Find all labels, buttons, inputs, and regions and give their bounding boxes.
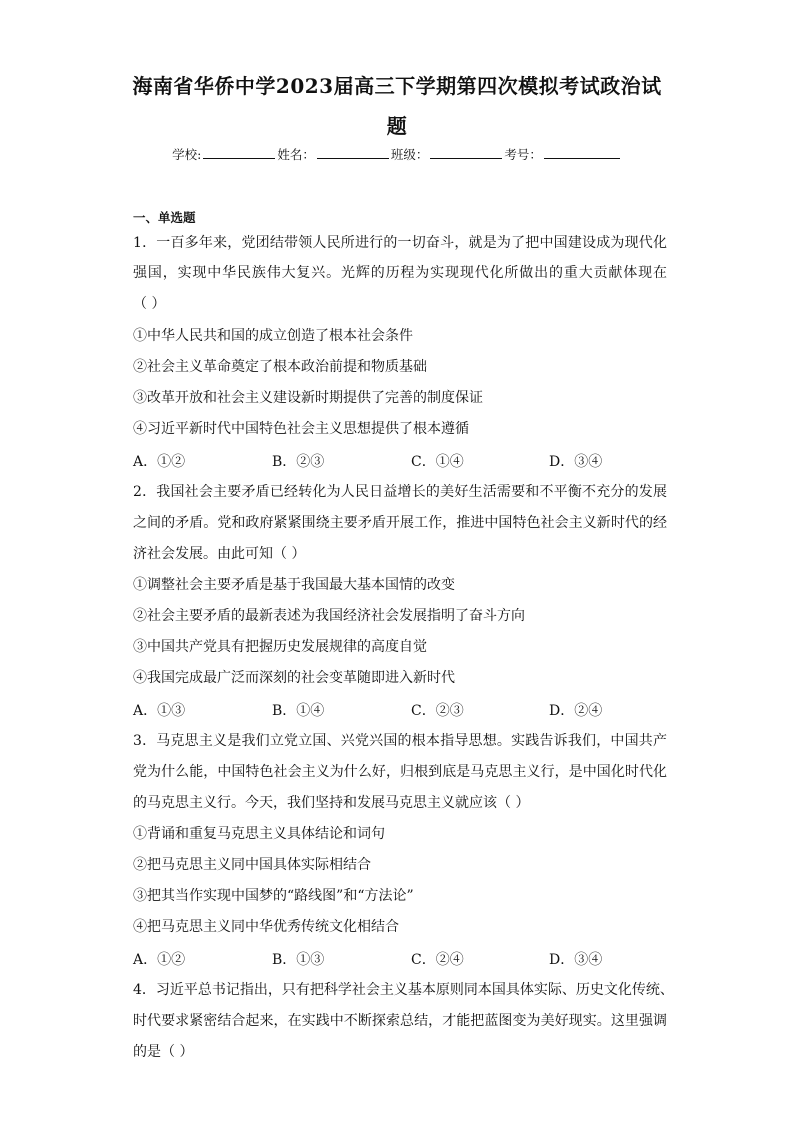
question-3-option-d[interactable]: D．③④ — [549, 952, 603, 968]
exam-no-blank[interactable] — [544, 146, 620, 159]
question-2-item-4: ④我国完成最广泛而深刻的社会变革随即进入新时代 — [133, 670, 455, 686]
section-heading: 一、单选题 — [133, 210, 196, 225]
question-3-item-2: ②把马克思主义同中国具体实际相结合 — [133, 857, 371, 873]
name-blank[interactable] — [317, 146, 389, 159]
name-label: 姓名： — [277, 147, 315, 162]
question-3-options — [133, 949, 693, 967]
school-blank[interactable] — [203, 146, 275, 159]
question-2-stem-line-3: 济社会发展。由此可知（ ） — [133, 546, 306, 562]
student-info-line — [0, 145, 794, 163]
question-4-stem-line-1: 4．习近平总书记指出，只有把科学社会主义基本原则同本国具体实际、历史文化传统、 — [133, 982, 674, 998]
question-3-item-4: ④把马克思主义同中华优秀传统文化相结合 — [133, 919, 399, 935]
question-3-item-3: ③把其当作实现中国梦的“路线图”和“方法论” — [133, 888, 414, 904]
question-3-stem-line-1: 3．马克思主义是我们立党立国、兴党兴国的根本指导思想。实践告诉我们，中国共产 — [133, 733, 667, 749]
question-2-item-1: ①调整社会主要矛盾是基于我国最大基本国情的改变 — [133, 577, 455, 593]
question-2-stem-line-2: 之间的矛盾。党和政府紧紧围绕主要矛盾开展工作，推进中国特色社会主义新时代的经 — [133, 515, 667, 531]
question-4-stem-line-3: 的是（ ） — [133, 1044, 194, 1060]
class-blank[interactable] — [430, 146, 502, 159]
question-3-stem-line-3: 的马克思主义行。今天，我们坚持和发展马克思主义就应该（ ） — [133, 795, 530, 811]
question-2-item-3: ③中国共产党具有把握历史发展规律的高度自觉 — [133, 639, 427, 655]
exam-title-line-2: 题 — [386, 114, 408, 138]
question-3-option-c[interactable]: C．②④ — [411, 952, 464, 968]
question-1-item-2: ②社会主义革命奠定了根本政治前提和物质基础 — [133, 359, 427, 375]
question-4-stem-line-2: 时代要求紧密结合起来，在实践中不断探索总结，才能把蓝图变为美好现实。这里强调 — [133, 1013, 667, 1029]
question-1-stem-line-2: 强国，实现中华民族伟大复兴。光辉的历程为实现现代化所做出的重大贡献体现在 — [133, 265, 667, 281]
question-1-item-3: ③改革开放和社会主义建设新时期提供了完善的制度保证 — [133, 390, 483, 406]
question-3-option-b[interactable]: B．①③ — [272, 952, 325, 968]
question-3-stem-line-2: 党为什么能，中国特色社会主义为什么好，归根到底是马克思主义行，是中国化时代化 — [133, 764, 667, 780]
question-1-item-4: ④习近平新时代中国特色社会主义思想提供了根本遵循 — [133, 421, 469, 437]
question-1-options — [133, 451, 693, 469]
exam-title-line-1: 海南省华侨中学2023届高三下学期第四次模拟考试政治试 — [132, 74, 662, 98]
question-1-item-1: ①中华人民共和国的成立创造了根本社会条件 — [133, 328, 413, 344]
question-1-stem-line-3: （ ） — [133, 296, 166, 312]
question-2-stem-line-1: 2．我国社会主要矛盾已经转化为人民日益增长的美好生活需要和不平衡不充分的发展 — [133, 484, 667, 500]
question-2-item-2: ②社会主要矛盾的最新表述为我国经济社会发展指明了奋斗方向 — [133, 608, 525, 624]
question-1-option-a[interactable]: A．①② — [133, 454, 186, 470]
question-1-option-c[interactable]: C．①④ — [411, 454, 464, 470]
question-2-options — [133, 700, 693, 718]
question-3-item-1: ①背诵和重复马克思主义具体结论和词句 — [133, 826, 385, 842]
question-3-option-a[interactable]: A．①② — [133, 952, 186, 968]
question-1-option-b[interactable]: B．②③ — [272, 454, 325, 470]
exam-no-label: 考号： — [504, 147, 542, 162]
question-2-option-c[interactable]: C．②③ — [411, 703, 464, 719]
question-2-option-a[interactable]: A．①③ — [133, 703, 186, 719]
question-1-stem-line-1: 1．一百多年来，党团结带领人民所进行的一切奋斗，就是为了把中国建设成为现代化 — [133, 235, 667, 251]
question-2-option-d[interactable]: D．②④ — [549, 703, 603, 719]
question-2-option-b[interactable]: B．①④ — [272, 703, 325, 719]
question-1-option-d[interactable]: D．③④ — [549, 454, 603, 470]
school-label: 学校: — [172, 147, 202, 162]
class-label: 班级： — [390, 147, 429, 162]
